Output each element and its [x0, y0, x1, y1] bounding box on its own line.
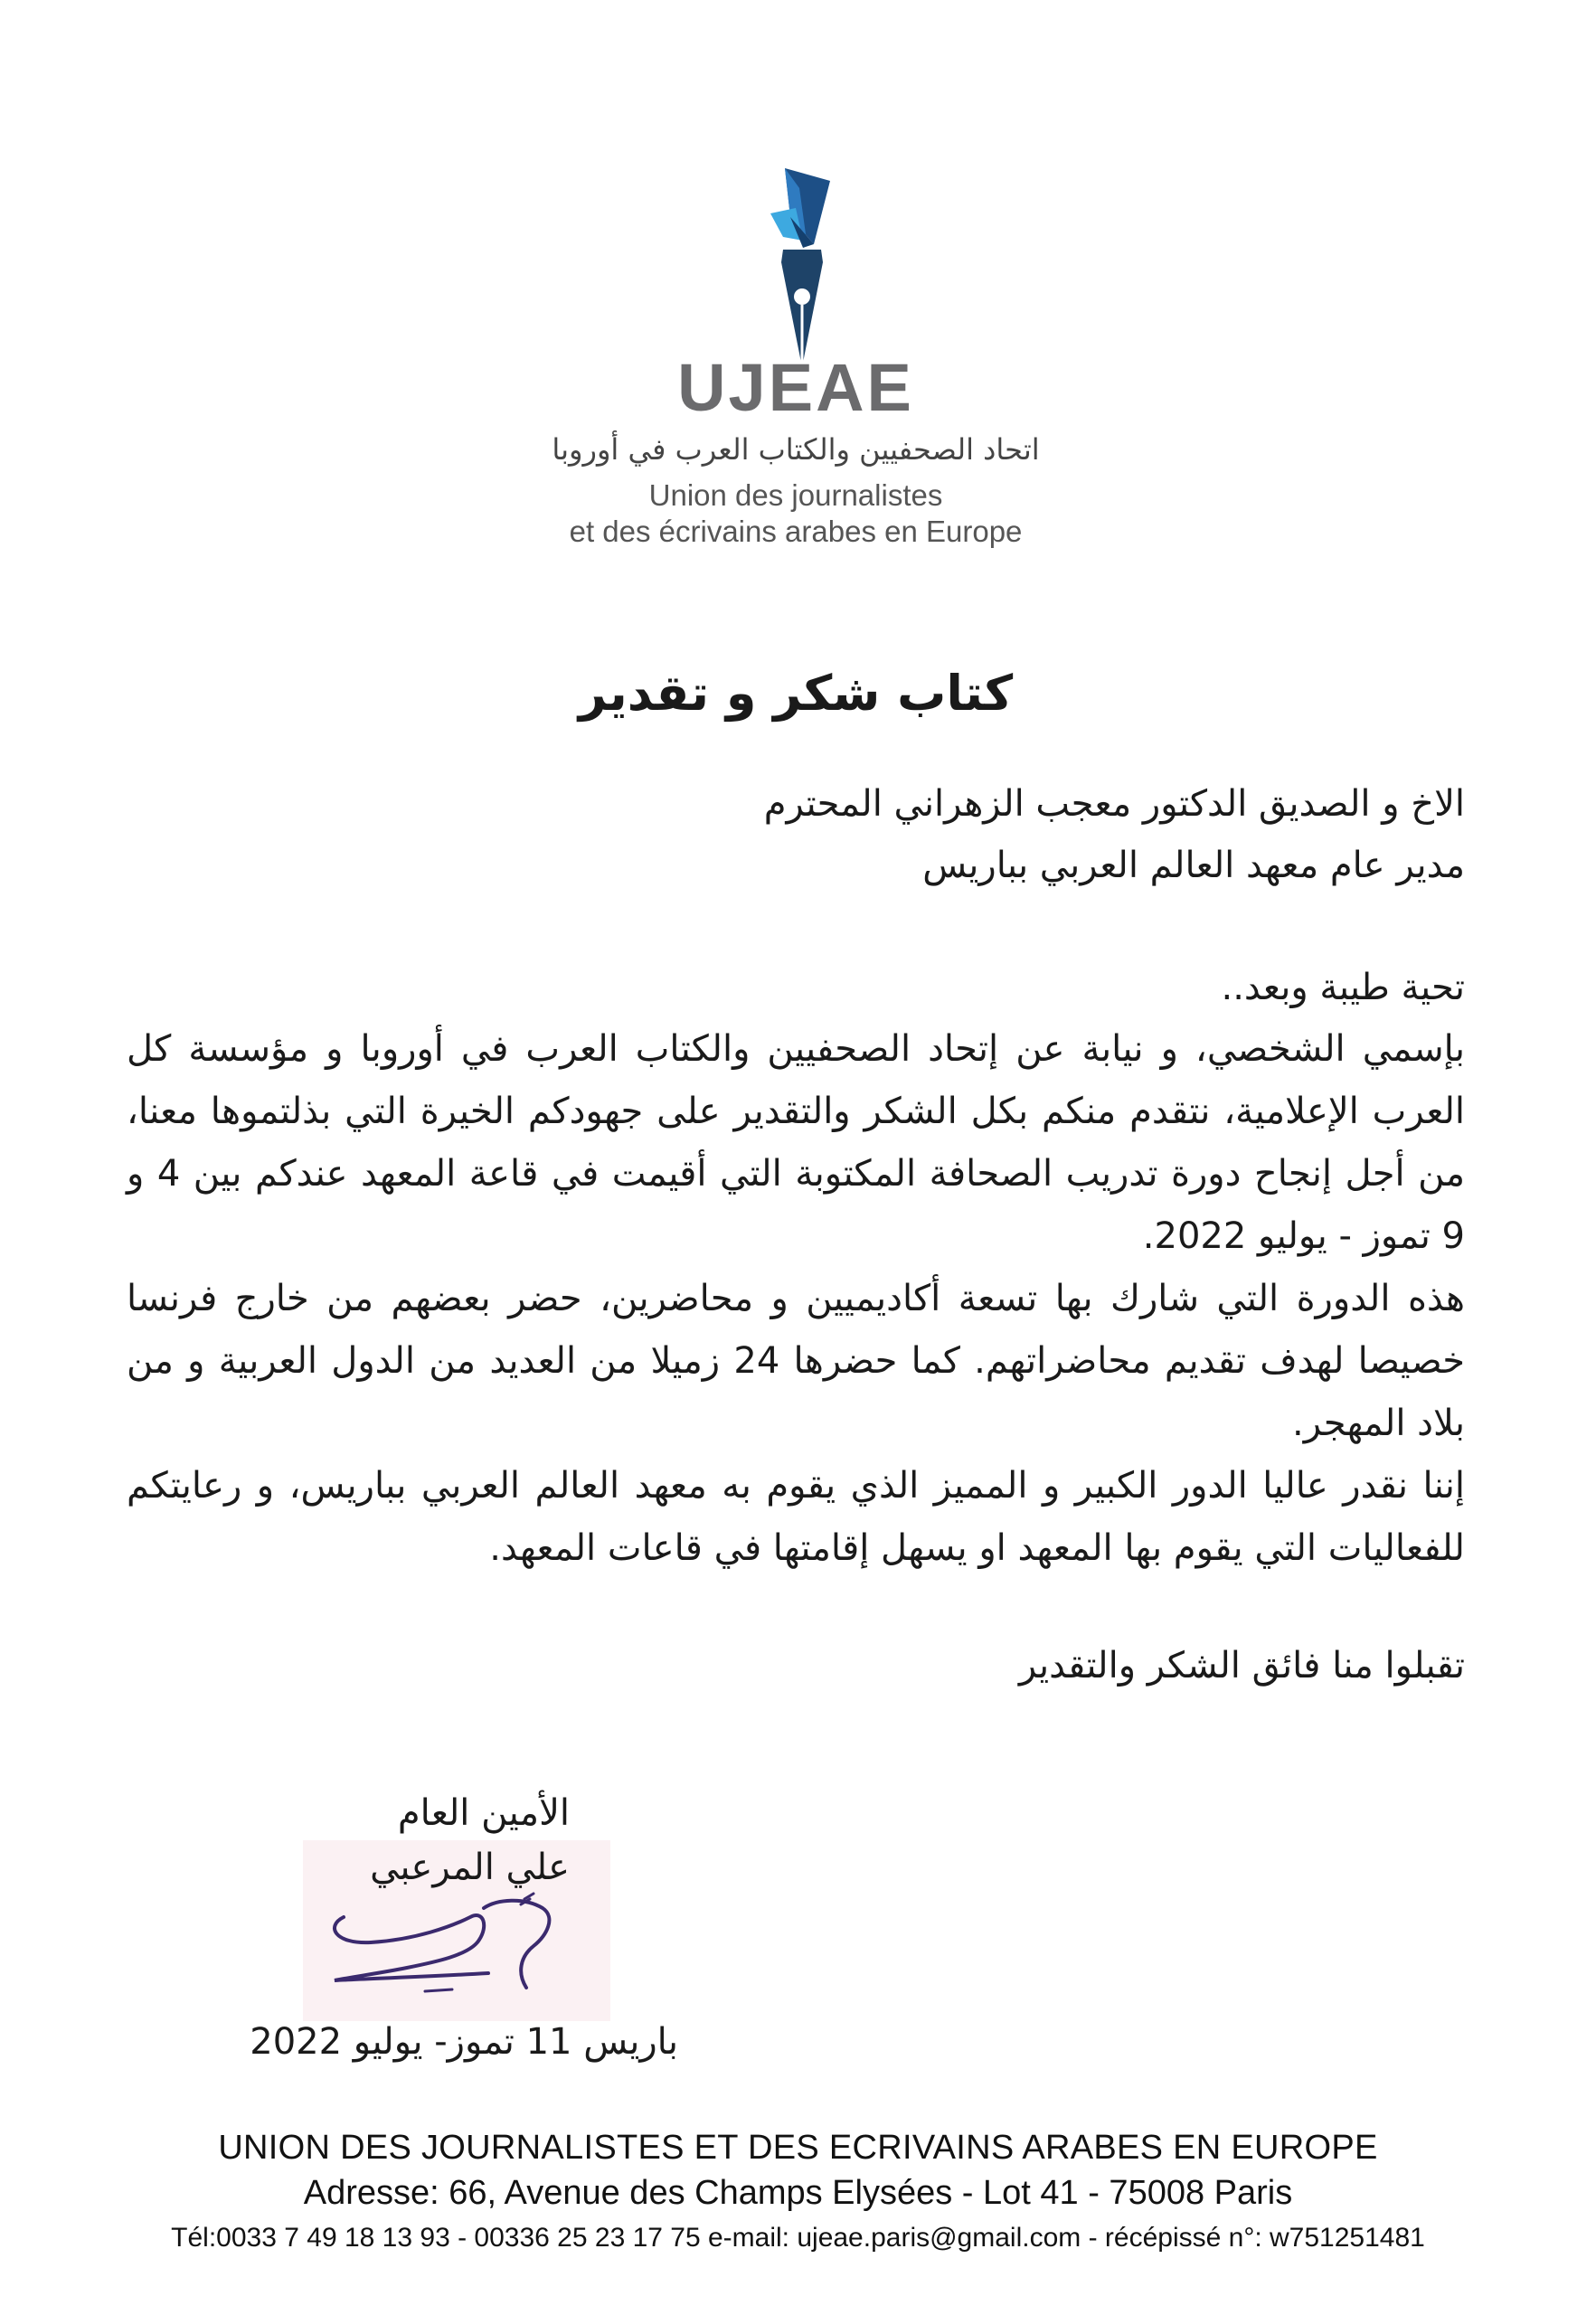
- signatory-title: الأمين العام: [397, 1792, 570, 1834]
- body-paragraph-1: بإسمي الشخصي، و نيابة عن إتحاد الصحفيين والكتاب العرب في أوروبا و مؤسسة كل العرب الإعلامية، نتقدم منكم بكل الشكر والتقدير على جهودكم الخيرة التي بذلتموها معنا، من أجل إنجاح دورة تدريب الصحافة المكتوبة التي أقيمت في قاعة المعهد عندكم بين 4 و 9 تموز - يوليو 2022.: [127, 1028, 1465, 1257]
- addressee-line2: مدير عام معهد العالم العربي بباريس: [922, 845, 1465, 886]
- closing-line: تقبلوا منا فائق الشكر والتقدير: [1018, 1645, 1465, 1687]
- addressee-line1: الاخ و الصديق الدكتور معجب الزهراني المحترم: [763, 783, 1465, 825]
- logo-french-name: [506, 477, 1085, 549]
- logo-wordmark: UJEAE: [677, 350, 914, 425]
- letterhead-footer: [54, 2125, 1542, 2261]
- body-paragraph-2: هذه الدورة التي شارك بها تسعة أكاديميين و محاضرين، حضر بعضهم من خارج فرنسا خصيصا لهدف تقديم محاضراتهم. كما حضرها 24 زميلا من العديد من الدول العربية و من بلاد المهجر.: [127, 1278, 1465, 1444]
- signature-date: باريس 11 تموز- يوليو 2022: [250, 2021, 678, 2063]
- body-paragraph-3: إننا نقدر عاليا الدور الكبير و المميز الذي يقوم به معهد العالم العربي بباريس، و رعايتكم للفعاليات التي يقوم بها المعهد او يسهل إقامتها في قاعات المعهد.: [127, 1465, 1465, 1569]
- signatory-name: علي المرعبي: [370, 1847, 570, 1888]
- letter-body: [127, 1018, 1465, 1580]
- footer-address: Adresse: 66, Avenue des Champs Elysées - Lot 41 - 75008 Paris: [303, 2174, 1293, 2212]
- footer-organization: UNION DES JOURNALISTES ET DES ECRIVAINS ARABES EN EUROPE: [218, 2129, 1378, 2167]
- pen-nib-icon: [751, 161, 850, 369]
- addressee-block: [109, 773, 1465, 896]
- letter-title: كتاب شكر و تقدير: [578, 665, 1014, 722]
- greeting: تحية طيبة وبعد..: [1221, 967, 1465, 1008]
- footer-contact: Tél:0033 7 49 18 13 93 - 00336 25 23 17 75 e-mail: ujeae.paris@gmail.com - récépissé n°: w751251481: [171, 2223, 1425, 2253]
- handwritten-signature: [316, 1890, 570, 2008]
- logo-french-line2: et des écrivains arabes en Europe: [569, 514, 1023, 548]
- logo-french-line1: Union des journalistes: [648, 478, 943, 512]
- logo-arabic-name: اتحاد الصحفيين والكتاب العرب في أوروبا: [552, 432, 1040, 467]
